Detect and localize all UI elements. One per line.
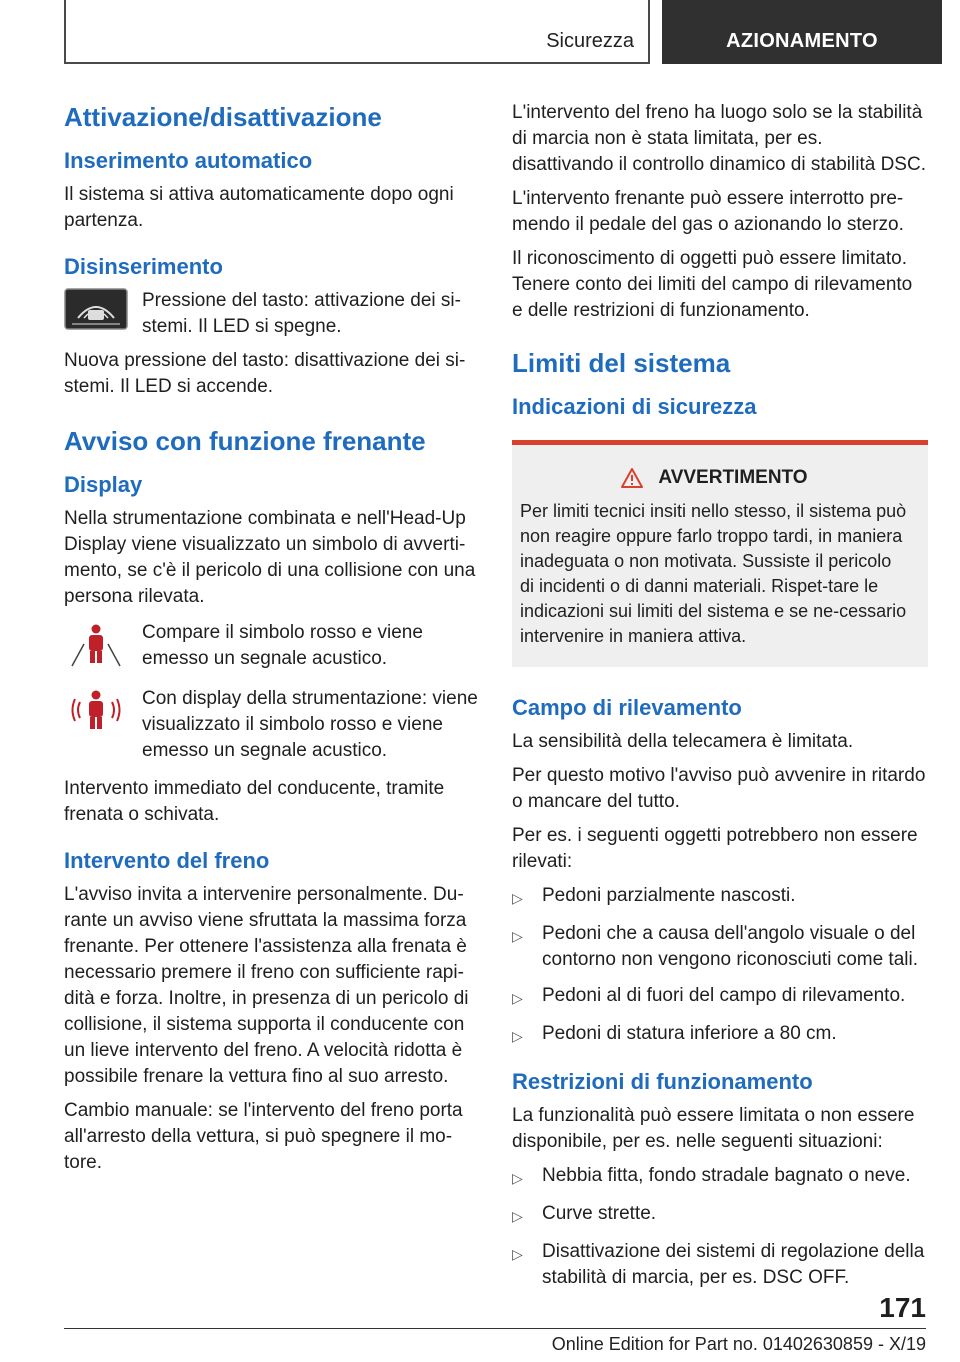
paragraph-recognition: Il riconoscimento di oggetti può essere limitato. Tenere conto dei limiti del campo di rilevamento e delle restrizioni di funzionamento.: [512, 248, 913, 321]
paragraph-dsc: L'intervento del freno ha luogo solo se la stabilità di marcia non è stata limitata, per es. disattivando il controllo dinamico di stabilità DSC.: [512, 102, 926, 175]
list-item-text: Pedoni di statura inferiore a 80 cm.: [542, 1023, 837, 1044]
footer-edition: Online Edition for Part no. 01402630859 - X/19: [551, 1334, 926, 1354]
heading-auto: Inserimento automatico: [64, 148, 313, 173]
list-item-text: Pedoni al di fuori del campo di rilevamento.: [542, 985, 906, 1006]
list-item: [512, 1239, 928, 1291]
range-bullet-list: [512, 883, 928, 1049]
list-item: [512, 921, 928, 973]
list-item: [512, 883, 928, 911]
chapter-tab: [662, 0, 942, 64]
list-item-text: Curve strette.: [542, 1203, 657, 1224]
chapter-tab-label: AZIONAMENTO: [726, 30, 878, 52]
bullet-triangle-icon: ▷: [512, 1246, 523, 1262]
heading-display: Display: [64, 472, 143, 497]
paragraph-auto: Il sistema si attiva automaticamente dopo ogni partenza.: [64, 184, 454, 231]
symbol-row-2: [64, 686, 479, 764]
paragraph-range-3: Per es. i seguenti oggetti potrebbero non essere rilevati:: [512, 825, 918, 872]
bullet-triangle-icon: ▷: [512, 928, 523, 944]
bullet-triangle-icon: ▷: [512, 890, 523, 906]
paragraph-brake-1: L'avviso invita a intervenire personalmente. Du-rante un avviso viene sfruttata la massima forza frenante. Per ottenere l'assistenza alla frenata è necessario premere il freno con sufficiente rapi-dità e forza. Inoltre, in presenza di un pericolo di collisione, il sistema supporta il conducente con un lieve intervento del freno. A velocità ridotta è possibile frenare la vettura fino al suo arresto.: [64, 884, 469, 1087]
driving-assistant-button-icon: [64, 288, 128, 330]
heading-restrictions: Restrizioni di funzionamento: [512, 1069, 813, 1094]
paragraph-interrupt: L'intervento frenante può essere interrotto pre-mendo il pedale del gas o azionando lo sterzo.: [512, 188, 904, 235]
right-column: [512, 100, 928, 1301]
list-item-text: Nebbia fitta, fondo stradale bagnato o neve.: [542, 1165, 911, 1186]
paragraph-brake-2: Cambio manuale: se l'intervento del freno porta all'arresto della vettura, si può spegnere il mo-tore.: [64, 1100, 463, 1173]
heading-warning-braking: Avviso con funzione frenante: [64, 426, 426, 456]
heading-safety: Indicazioni di sicurezza: [512, 394, 757, 419]
warning-text: Per limiti tecnici insiti nello stesso, il sistema può non reagire oppure farlo troppo tardi, in maniera inadeguata o non motivata. Sussiste il pericolo di incidenti o di danni materiali. Rispet-tare le indicazioni sui limiti del sistema e se ne-cessario intervenire in maniera attiva.: [520, 501, 907, 646]
heading-off: Disinserimento: [64, 254, 223, 279]
list-item: [512, 983, 928, 1011]
bullet-triangle-icon: ▷: [512, 1028, 523, 1044]
list-item-text: Disattivazione dei sistemi di regolazione della stabilità di marcia, per es. DSC OFF.: [542, 1241, 925, 1288]
paragraph-restrictions: La funzionalità può essere limitata o non essere disponibile, per es. nelle seguenti situazioni:: [512, 1105, 915, 1152]
heading-activation: Attivazione/disattivazione: [64, 102, 382, 132]
restrictions-bullet-list: [512, 1163, 928, 1291]
pedestrian-acoustic-warning-icon: [64, 686, 128, 736]
list-item: [512, 1201, 928, 1229]
section-tab-label: Sicurezza: [546, 30, 634, 52]
paragraph-range-2: Per questo motivo l'avviso può avvenire in ritardo o mancare del tutto.: [512, 765, 926, 812]
heading-brake: Intervento del freno: [64, 848, 270, 873]
list-item: [512, 1021, 928, 1049]
list-item-text: Pedoni che a causa dell'angolo visuale o del contorno non vengono riconosciuti come tali.: [542, 923, 919, 970]
warning-title-label: AVVERTIMENTO: [658, 467, 808, 488]
list-item-text: Pedoni parzialmente nascosti.: [542, 885, 796, 906]
left-column: [64, 100, 479, 1184]
paragraph-display: Nella strumentazione combinata e nell'Head-Up Display viene visualizzato un simbolo di avverti-mento, se c'è il pericolo di una collisione con una persona rilevata.: [64, 508, 476, 607]
bullet-triangle-icon: ▷: [512, 1170, 523, 1186]
section-tab: [64, 0, 650, 64]
heading-range: Campo di rilevamento: [512, 695, 742, 720]
symbol-1-text: Compare il simbolo rosso e viene emesso un segnale acustico.: [142, 622, 423, 669]
warning-title: [518, 467, 910, 489]
symbol-row-1: [64, 620, 479, 672]
warning-triangle-icon: [620, 467, 644, 489]
paragraph-press-again: Nuova pressione del tasto: disattivazione dei si-stemi. Il LED si accende.: [64, 350, 466, 397]
warning-box: [512, 440, 928, 667]
heading-limits: Limiti del sistema: [512, 348, 731, 378]
bullet-triangle-icon: ▷: [512, 990, 523, 1006]
symbol-2-text: Con display della strumentazione: viene visualizzato il simbolo rosso e viene emesso un segnale acustico.: [142, 688, 478, 761]
pedestrian-warning-icon: [64, 620, 128, 670]
page-number: 171: [879, 1292, 926, 1323]
paragraph-intervention: Intervento immediato del conducente, tramite frenata o schivata.: [64, 778, 445, 825]
button-instruction: [64, 288, 479, 340]
bullet-triangle-icon: ▷: [512, 1208, 523, 1224]
button-instruction-text: Pressione del tasto: attivazione dei si-stemi. Il LED si spegne.: [142, 290, 461, 337]
paragraph-range-1: La sensibilità della telecamera è limitata.: [512, 731, 854, 752]
list-item: [512, 1163, 928, 1191]
footer-divider: [64, 1328, 926, 1329]
